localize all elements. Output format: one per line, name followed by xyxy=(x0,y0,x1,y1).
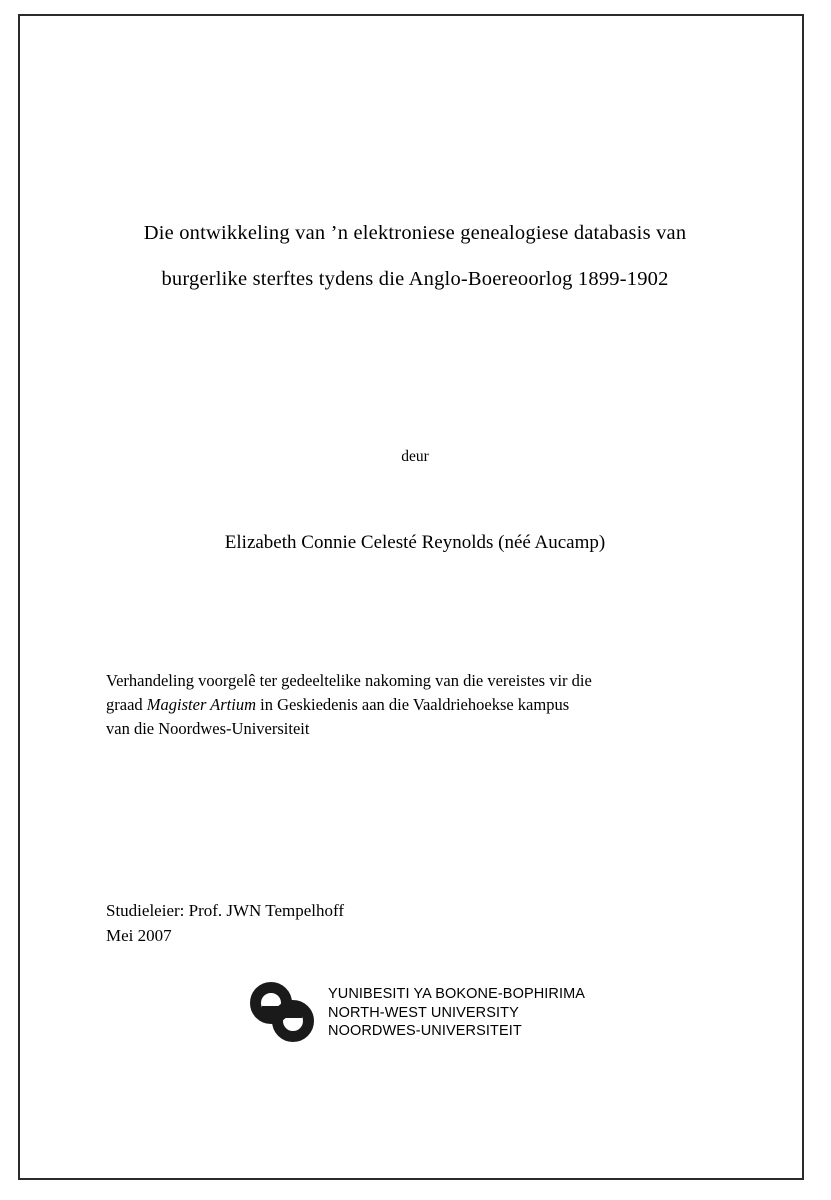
author-name: Elizabeth Connie Celesté Reynolds (néé Aucamp) xyxy=(224,532,606,553)
supervisor-name: Studieleier: Prof. JWN Tempelhoff xyxy=(106,901,345,920)
nwu-logo-icon xyxy=(250,980,318,1046)
university-name-block xyxy=(328,985,585,1041)
declaration-line-3: van die Noordwes-Universiteit xyxy=(106,719,310,738)
degree-declaration xyxy=(106,669,726,741)
declaration-line-1: Verhandeling voorgelê ter gedeeltelike nakoming van die vereistes vir die xyxy=(106,671,592,690)
title-page-content xyxy=(100,14,730,1180)
by-label: deur xyxy=(401,448,429,465)
logo-bar xyxy=(262,1006,302,1018)
title-line-1: Die ontwikkeling van ’n elektroniese genealogiese databasis van xyxy=(143,222,687,244)
supervisor-block xyxy=(106,898,606,948)
university-logo xyxy=(250,980,670,1046)
declaration-line-2-pre: graad xyxy=(106,695,147,714)
university-name-tswana: YUNIBESITI YA BOKONE-BOPHIRIMA xyxy=(328,986,586,1003)
declaration-line-2-post: in Geskiedenis aan die Vaaldriehoekse kampus xyxy=(256,695,570,714)
university-name-english: NORTH-WEST UNIVERSITY xyxy=(328,1004,519,1021)
title-line-2: burgerlike sterftes tydens die Anglo-Boereoorlog 1899-1902 xyxy=(161,268,669,290)
degree-name: Magister Artium xyxy=(146,695,257,714)
declaration-line-2 xyxy=(106,693,726,717)
university-name-afrikaans: NOORDWES-UNIVERSITEIT xyxy=(328,1023,522,1040)
page-title xyxy=(100,210,730,302)
submission-date: Mei 2007 xyxy=(106,926,172,945)
